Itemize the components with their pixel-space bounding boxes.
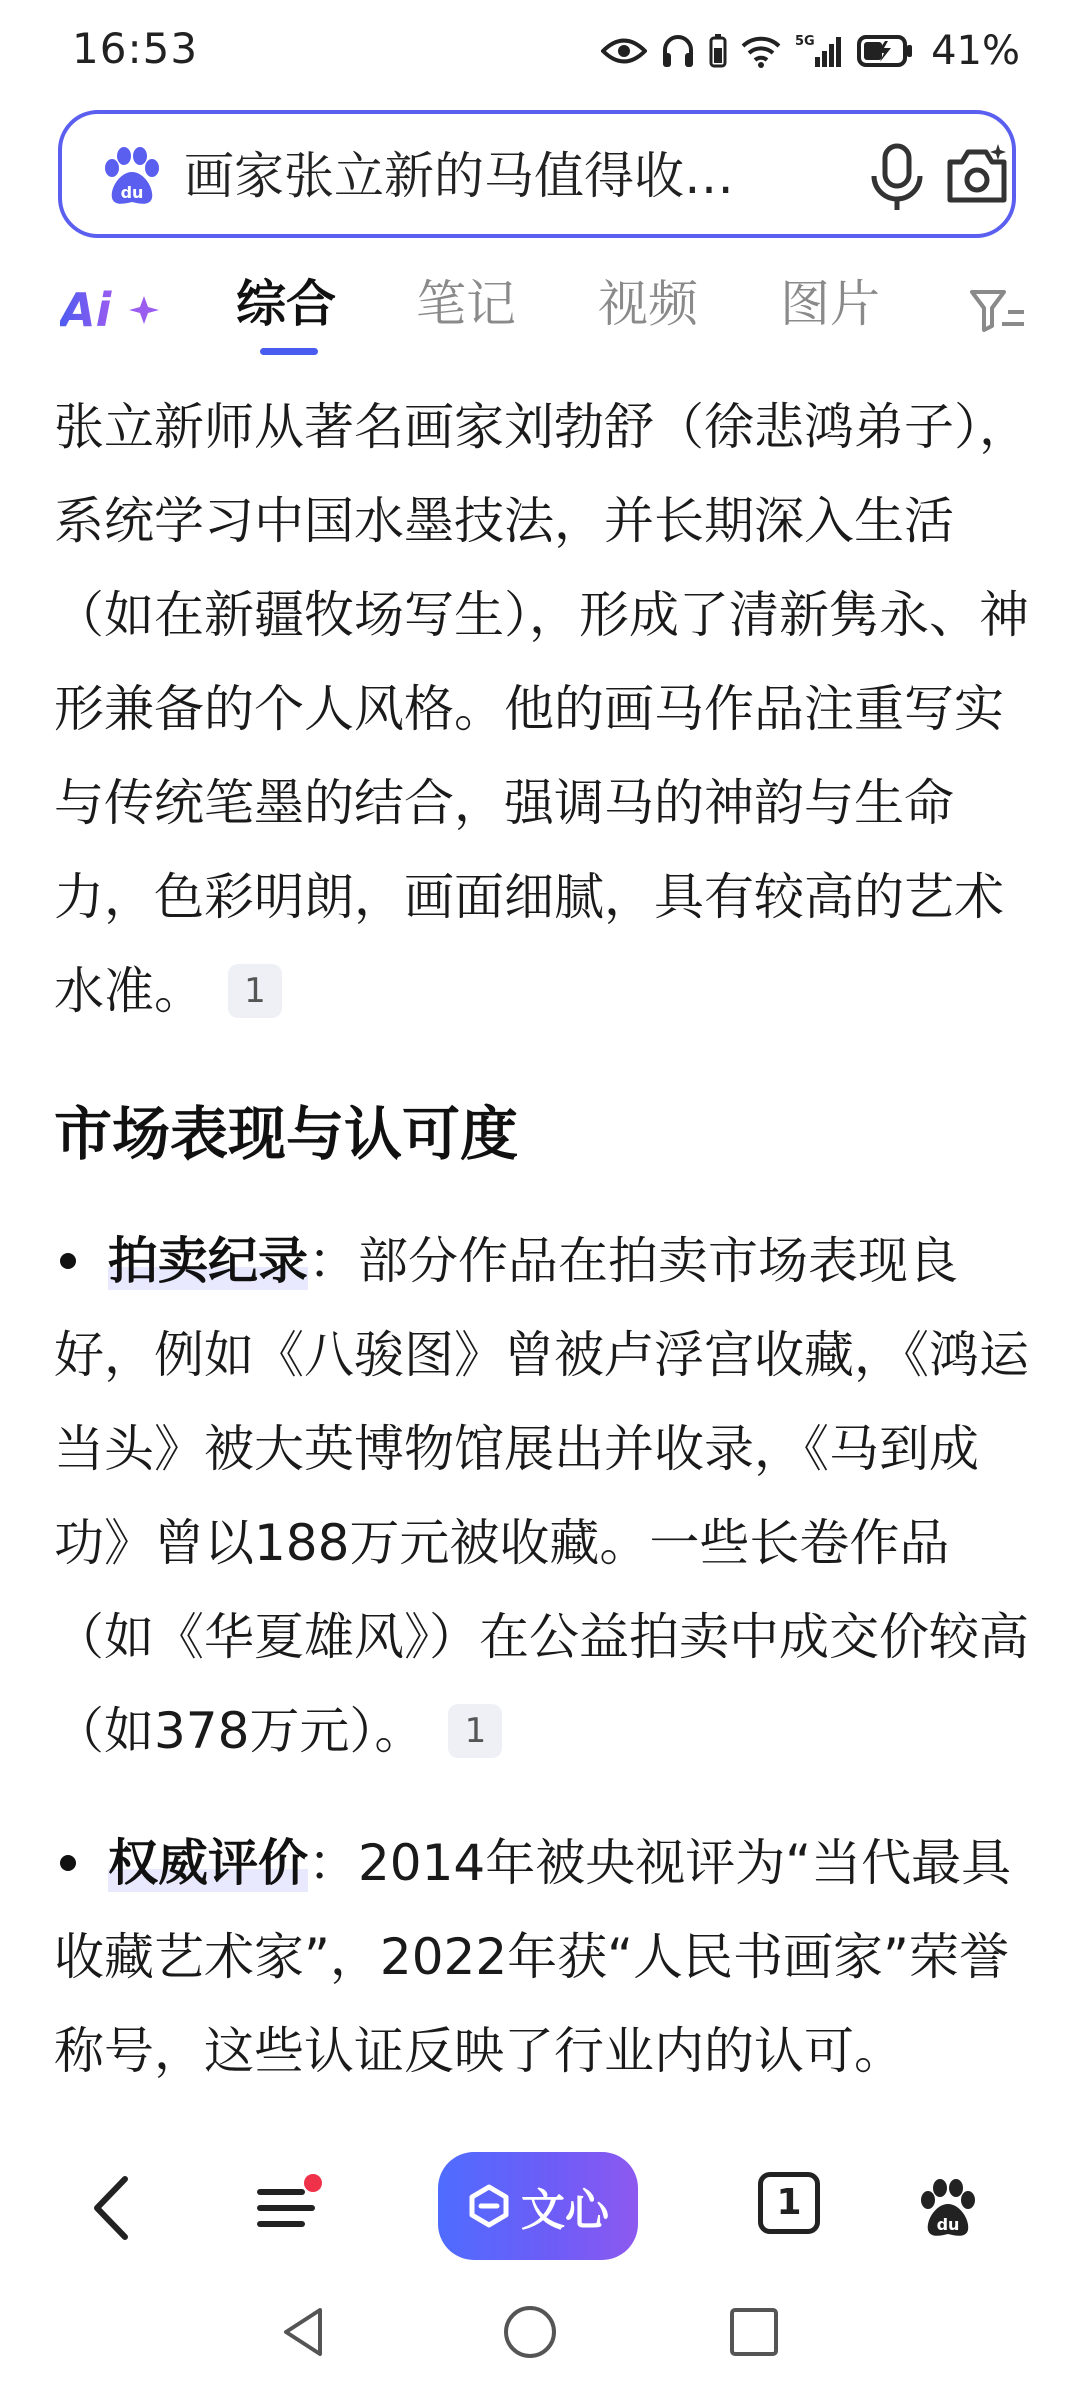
- bullet-term: 权威评价: [108, 1834, 308, 1892]
- ai-tab[interactable]: [60, 282, 164, 338]
- svg-text:du: du: [936, 2215, 960, 2234]
- wenxin-label: 文心: [521, 2185, 609, 2236]
- baidu-paw-icon: [100, 144, 164, 208]
- battery-icon: [857, 35, 913, 67]
- camera-icon[interactable]: [942, 140, 1012, 210]
- system-navigation-bar: [0, 2282, 1080, 2400]
- filter-icon[interactable]: [968, 286, 1028, 336]
- tab-images[interactable]: 图片: [780, 275, 880, 333]
- baidu-paw-icon: [916, 2176, 980, 2240]
- eye-icon: [601, 36, 647, 66]
- bullet-dot: [60, 1855, 76, 1871]
- earbuds-battery-icon: [709, 34, 727, 68]
- article-content: [54, 380, 1034, 2136]
- intro-text: 张立新师从著名画家刘勃舒（徐悲鸿弟子），系统学习中国水墨技法，并长期深入生活（如在新疆牧场写生），形成了清新隽永、神形兼备的个人风格。他的画马作品注重写实与传统笔墨的结合，强调马的神韵与生命力，色彩明朗，画面细腻，具有较高的艺术水准。: [54, 398, 1029, 1020]
- system-back-button[interactable]: [278, 2304, 328, 2364]
- mic-icon[interactable]: [862, 140, 932, 214]
- square-recents-icon: [728, 2306, 780, 2358]
- bullet-item-evaluation: [54, 1816, 1034, 2098]
- bullet-item-auction: [54, 1214, 1034, 1778]
- intro-paragraph: [54, 380, 1034, 1038]
- bullet-dot: [60, 1253, 76, 1269]
- search-query[interactable]: 画家张立新的马值得收…: [184, 147, 734, 205]
- svg-text:5G: 5G: [795, 34, 815, 49]
- tab-notes[interactable]: 笔记: [416, 275, 516, 333]
- menu-button[interactable]: [246, 2168, 326, 2248]
- baidu-home-button[interactable]: [908, 2168, 988, 2248]
- svg-text:Ai: Ai: [60, 283, 112, 337]
- status-bar: [0, 0, 1080, 104]
- signal-icon: [795, 33, 843, 69]
- bullet-text: ：2014年被央视评为“当代最具收藏艺术家”，2022年获“人民书画家”荣誉称号，这些认证反映了行业内的认可。: [54, 1834, 1012, 2080]
- system-recents-button[interactable]: [728, 2306, 780, 2362]
- battery-percentage: 41%: [931, 28, 1020, 74]
- back-button[interactable]: [72, 2168, 152, 2248]
- wenxin-logo-icon: [467, 2184, 511, 2228]
- circle-home-icon: [500, 2302, 560, 2362]
- tabs-count-button[interactable]: 1: [758, 2172, 820, 2234]
- search-tabs: [0, 262, 1080, 362]
- tab-videos[interactable]: 视频: [598, 275, 698, 333]
- search-box[interactable]: [58, 110, 1016, 238]
- tab-comprehensive[interactable]: 综合: [236, 275, 336, 333]
- status-icons: [601, 26, 1020, 76]
- citation-badge[interactable]: 1: [448, 1704, 502, 1758]
- triangle-back-icon: [278, 2304, 328, 2360]
- headphones-icon: [661, 33, 695, 69]
- bullet-text: ：部分作品在拍卖市场表现良好，例如《八骏图》曾被卢浮宫收藏，《鸿运当头》被大英博物馆展出并收录，《马到成功》曾以188万元被收藏。一些长卷作品（如《华夏雄风》）在公益拍卖中成交价较高（如378万元）。: [54, 1232, 1029, 1760]
- bottom-toolbar: [0, 2132, 1080, 2282]
- citation-badge[interactable]: 1: [228, 964, 282, 1018]
- active-tab-indicator: [260, 348, 318, 355]
- chevron-left-icon: [87, 2173, 137, 2243]
- system-home-button[interactable]: [500, 2302, 560, 2366]
- svg-text:du: du: [120, 183, 144, 202]
- status-time: 16:53: [72, 24, 199, 73]
- wenxin-button[interactable]: [438, 2152, 638, 2260]
- notification-dot: [304, 2174, 322, 2192]
- wifi-icon: [741, 34, 781, 68]
- section-heading: 市场表现与认可度: [54, 1100, 519, 1168]
- bullet-term: 拍卖纪录: [108, 1232, 308, 1290]
